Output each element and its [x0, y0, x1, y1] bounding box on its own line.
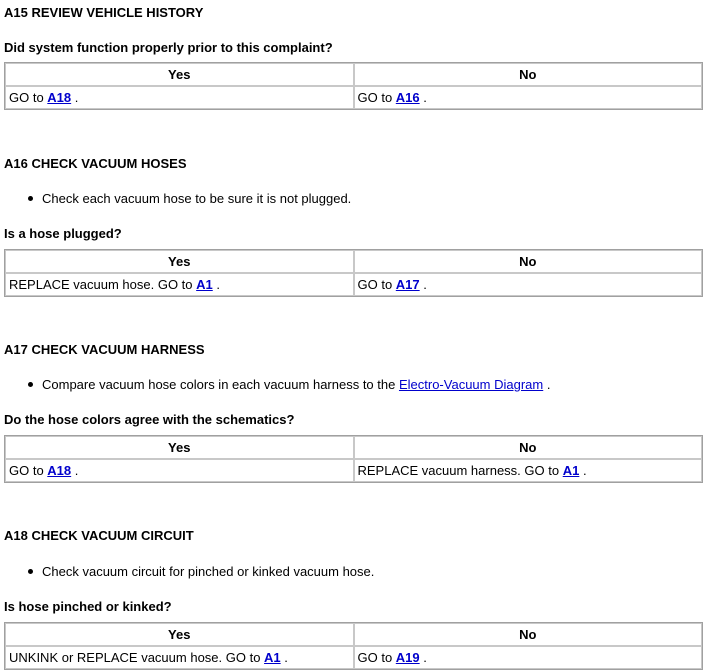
- no-action-text: GO to: [357, 650, 396, 665]
- no-action-suffix: .: [419, 90, 427, 105]
- yes-action-text: REPLACE vacuum hose. GO to: [9, 277, 197, 292]
- yes-header: Yes: [5, 623, 354, 646]
- step-a17-heading: A17 CHECK VACUUM HARNESS: [4, 342, 205, 357]
- yes-action-cell: [5, 459, 354, 482]
- yes-header: Yes: [5, 63, 354, 86]
- goto-a17-link[interactable]: A17: [395, 277, 420, 292]
- step-a17-bullet: [28, 377, 550, 393]
- step-a17-bullet-text: Compare vacuum hose colors in each vacuum harness to the: [42, 377, 399, 392]
- yes-action-text: GO to: [9, 463, 48, 478]
- goto-a19-link[interactable]: A19: [395, 650, 420, 665]
- step-a15-question: Did system function properly prior to this complaint?: [4, 40, 333, 55]
- step-a18-bullet: [28, 564, 374, 580]
- goto-a1-link[interactable]: A1: [562, 463, 580, 478]
- electro-vacuum-diagram-link[interactable]: Electro-Vacuum Diagram: [398, 377, 544, 392]
- yes-action-suffix: .: [212, 277, 220, 292]
- step-a17-bullet-suffix: .: [543, 377, 551, 392]
- goto-a18-link[interactable]: A18: [47, 90, 72, 105]
- no-header: No: [354, 63, 703, 86]
- no-action-text: REPLACE vacuum harness. GO to: [357, 463, 563, 478]
- yes-action-cell: [5, 646, 354, 669]
- goto-a1-link[interactable]: A1: [196, 277, 213, 292]
- no-action-suffix: .: [419, 650, 427, 665]
- step-a18-answer-table: [4, 622, 703, 670]
- goto-a1-link[interactable]: A1: [264, 650, 281, 665]
- no-action-cell: [354, 459, 703, 482]
- bullet-icon: [28, 196, 33, 201]
- no-action-text: GO to: [357, 277, 396, 292]
- goto-a16-link[interactable]: A16: [395, 90, 420, 105]
- step-a15-heading: A15 REVIEW VEHICLE HISTORY: [4, 5, 204, 20]
- yes-header: Yes: [5, 436, 354, 459]
- step-a16-heading: A16 CHECK VACUUM HOSES: [4, 156, 187, 171]
- no-header: No: [354, 436, 703, 459]
- yes-action-suffix: .: [71, 90, 79, 105]
- yes-action-text: UNKINK or REPLACE vacuum hose. GO to: [9, 650, 265, 665]
- yes-header: Yes: [5, 250, 354, 273]
- bullet-icon: [28, 382, 33, 387]
- yes-action-suffix: .: [280, 650, 288, 665]
- step-a17-answer-table: [4, 435, 703, 483]
- step-a16-bullet-text: Check each vacuum hose to be sure it is not plugged.: [42, 191, 352, 206]
- yes-action-text: GO to: [9, 90, 48, 105]
- step-a18-heading: A18 CHECK VACUUM CIRCUIT: [4, 528, 194, 543]
- no-header: No: [354, 250, 703, 273]
- yes-action-suffix: .: [71, 463, 79, 478]
- bullet-icon: [28, 569, 33, 574]
- goto-a18-link[interactable]: A18: [47, 463, 72, 478]
- step-a16-answer-table: [4, 249, 703, 297]
- step-a16-question: Is a hose plugged?: [4, 226, 122, 241]
- step-a15-answer-table: [4, 62, 703, 110]
- no-action-text: GO to: [357, 90, 396, 105]
- no-action-suffix: .: [579, 463, 587, 478]
- no-action-cell: [354, 646, 703, 669]
- yes-action-cell: [5, 273, 354, 296]
- yes-action-cell: [5, 86, 354, 109]
- no-action-cell: [354, 86, 703, 109]
- step-a18-question: Is hose pinched or kinked?: [4, 599, 172, 614]
- no-header: No: [354, 623, 703, 646]
- step-a16-bullet: [28, 191, 351, 207]
- step-a17-question: Do the hose colors agree with the schematics?: [4, 412, 295, 427]
- step-a18-bullet-text: Check vacuum circuit for pinched or kinked vacuum hose.: [42, 564, 375, 579]
- no-action-suffix: .: [419, 277, 427, 292]
- no-action-cell: [354, 273, 703, 296]
